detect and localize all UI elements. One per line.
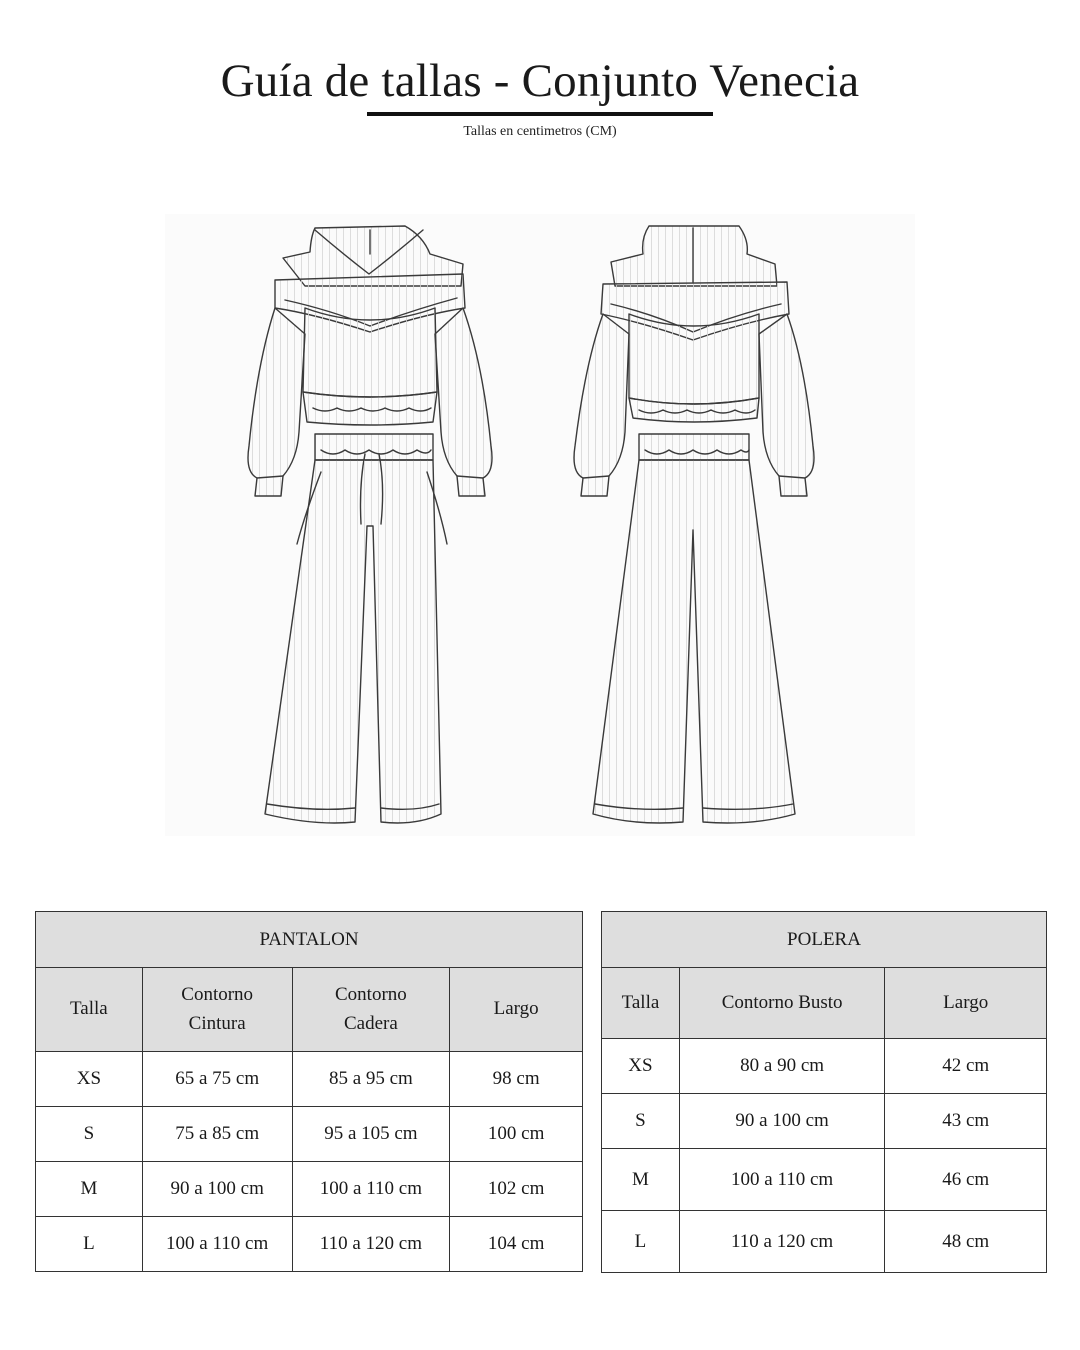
polera-cell-busto: 110 a 120 cm [679,1211,885,1273]
pantalon-cell-cintura: 75 a 85 cm [142,1107,292,1162]
pantalon-header-cintura-line2: Cintura [188,1012,246,1034]
table-row [36,1162,583,1217]
polera-cell-largo: 46 cm [885,1149,1047,1211]
polera-cell-largo: 43 cm [885,1094,1047,1149]
back-pants [593,460,795,823]
table-row [602,1039,1047,1094]
polera-cell-busto: 90 a 100 cm [679,1094,885,1149]
back-left-sleeve [574,314,629,496]
polera-cell-largo: 48 cm [885,1211,1047,1273]
pantalon-cell-cintura: 90 a 100 cm [142,1162,292,1217]
back-body [629,314,759,404]
front-pants-waistband [315,434,433,460]
table-row [36,1107,583,1162]
front-view [248,226,492,823]
front-waistband [303,392,437,425]
pantalon-cell-cadera: 110 a 120 cm [292,1217,450,1272]
polera-cell-talla: M [602,1149,680,1211]
front-right-sleeve [435,308,492,496]
polera-header-largo: Largo [885,968,1047,1039]
pantalon-header-cintura-line1: Contorno [181,984,254,1005]
pantalon-header-cadera [292,968,450,1052]
page-title: Guía de tallas - Conjunto Venecia [220,55,860,107]
table-row [602,1149,1047,1211]
pantalon-cell-talla: S [36,1107,143,1162]
polera-header-talla: Talla [602,968,680,1039]
table-row [36,1217,583,1272]
polera-size-table [601,911,1047,1273]
pantalon-header-cadera-line1: Contorno [335,984,407,1005]
pantalon-header-talla: Talla [36,968,143,1052]
polera-cell-largo: 42 cm [885,1039,1047,1094]
pantalon-cell-talla: XS [36,1052,143,1107]
pantalon-size-table [35,911,583,1272]
pantalon-cell-talla: M [36,1162,143,1217]
pantalon-cell-largo: 102 cm [450,1162,583,1217]
pantalon-cell-cadera: 85 a 95 cm [292,1052,450,1107]
back-right-sleeve [759,314,814,496]
polera-cell-talla: S [602,1094,680,1149]
back-view [574,226,814,823]
title-underline [367,112,713,116]
polera-cell-busto: 100 a 110 cm [679,1149,885,1211]
pantalon-table-caption: PANTALON [36,912,583,968]
pantalon-cell-cintura: 100 a 110 cm [142,1217,292,1272]
pantalon-cell-largo: 104 cm [450,1217,583,1272]
polera-cell-talla: L [602,1211,680,1273]
table-row [602,1211,1047,1273]
pantalon-cell-largo: 98 cm [450,1052,583,1107]
garment-technical-drawing [165,214,915,836]
pantalon-cell-talla: L [36,1217,143,1272]
front-pants [265,460,441,823]
pantalon-cell-cadera: 95 a 105 cm [292,1107,450,1162]
table-row [602,1094,1047,1149]
front-left-sleeve [248,308,305,496]
pantalon-header-cintura [142,968,292,1052]
pantalon-cell-largo: 100 cm [450,1107,583,1162]
pantalon-cell-cintura: 65 a 75 cm [142,1052,292,1107]
back-hood [611,226,777,286]
table-row [36,1052,583,1107]
polera-cell-talla: XS [602,1039,680,1094]
pantalon-header-cadera-line2: Cadera [343,1012,398,1034]
polera-header-busto: Contorno Busto [679,968,885,1039]
polera-cell-busto: 80 a 90 cm [679,1039,885,1094]
garment-illustration [165,214,915,836]
pantalon-cell-cadera: 100 a 110 cm [292,1162,450,1217]
back-pants-waistband [639,434,749,460]
front-body [303,308,437,397]
page-subtitle: Tallas en centimetros (CM) [463,124,617,139]
pantalon-header-largo: Largo [450,968,583,1052]
polera-table-caption: POLERA [602,912,1047,968]
